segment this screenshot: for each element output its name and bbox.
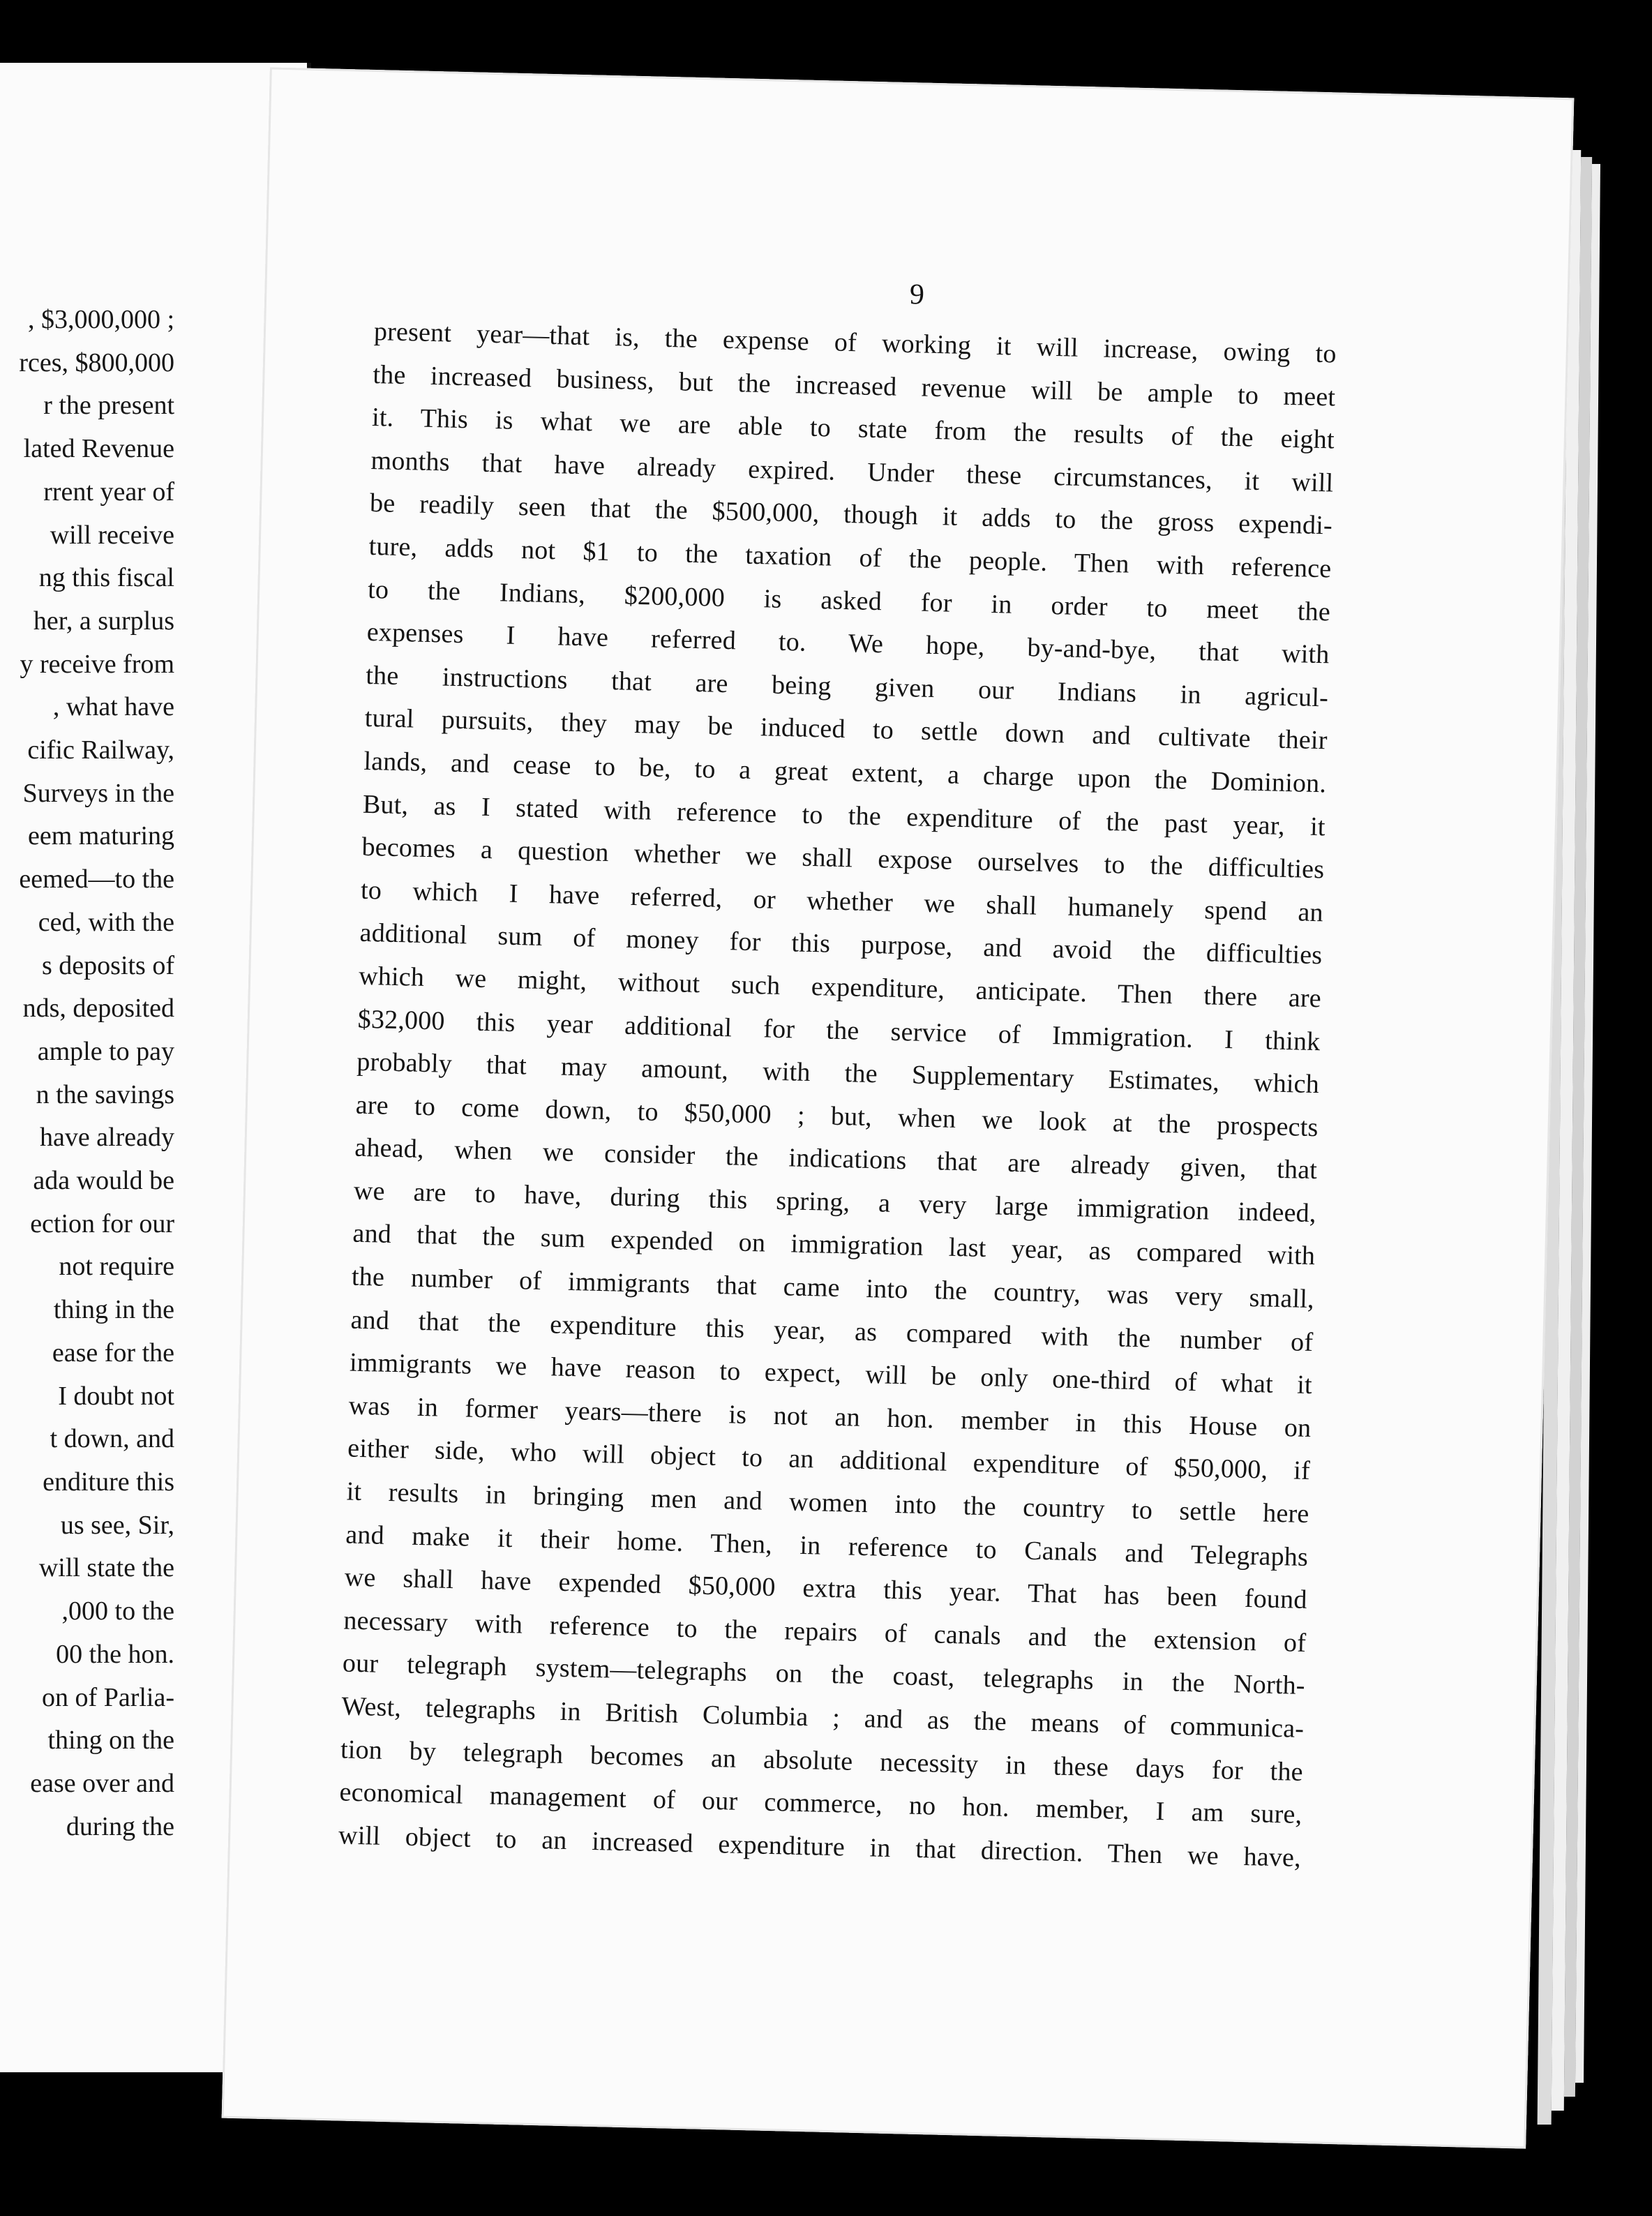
text-line: our telegraph system—telegraphs on the coast, telegraphs in the North- (342, 1648, 1306, 1701)
text-line: to the Indians, $200,000 is asked for in order to meet the (367, 574, 1331, 627)
previous-page-line: nds, deposited (22, 994, 174, 1024)
text-line: West, telegraphs in British Columbia ; and as the means of communica- (341, 1691, 1305, 1744)
text-line: $32,000 this year additional for the service of Immigration. I think (357, 1004, 1321, 1056)
previous-page-line: 00 the hon. (56, 1639, 174, 1669)
text-line: tural pursuits, they may be induced to settle down and cultivate their (364, 703, 1328, 756)
previous-page-line: us see, Sir, (60, 1510, 174, 1540)
text-line: immigrants we have reason to expect, will be only one-third of what it (349, 1347, 1313, 1400)
text-line: becomes a question whether we shall expose ourselves to the difficulties (361, 832, 1325, 885)
previous-page-line: enditure this (43, 1467, 174, 1497)
text-line: it. This is what we are able to state from the results of the eight (371, 403, 1335, 455)
text-line: will object to an increased expenditure in that direction. Then we have, (338, 1820, 1302, 1873)
previous-page-line: thing in the (53, 1295, 174, 1325)
page-number: 9 (909, 278, 925, 311)
previous-page-line: rrent year of (43, 477, 174, 507)
text-line: necessary with reference to the repairs of canals and the extension of (343, 1605, 1307, 1658)
previous-page-line: s deposits of (42, 950, 174, 980)
text-line: either side, who will object to an additional expenditure of $50,000, if (347, 1433, 1311, 1486)
previous-page-line: thing on the (47, 1725, 174, 1755)
previous-page-line: her, a surplus (33, 606, 174, 636)
previous-page-line: on of Parlia- (42, 1682, 174, 1712)
text-line: and that the sum expended on immigration last year, as compared with (352, 1219, 1316, 1271)
previous-page-line: ced, with the (38, 907, 174, 937)
previous-page-line: I doubt not (58, 1381, 174, 1411)
text-line: and make it their home. Then, in reference to Canals and Telegraphs (345, 1520, 1309, 1572)
previous-page-line: will receive (50, 520, 174, 550)
text-line: months that have already expired. Under these circumstances, it will (370, 445, 1334, 498)
previous-page-line: r the present (43, 391, 174, 421)
previous-page-line: ada would be (33, 1166, 174, 1196)
previous-page-line: ease over and (30, 1768, 174, 1798)
previous-page-line: ng this fiscal (38, 563, 174, 593)
previous-page-text-column (0, 299, 174, 1848)
previous-page-line: t down, and (50, 1424, 174, 1454)
text-line: economical management of our commerce, no hon. member, I am sure, (339, 1777, 1302, 1830)
previous-page-line: , $3,000,000 ; (27, 305, 174, 334)
text-line: present year—that is, the expense of working it will increase, owing to (373, 317, 1337, 369)
text-line: it results in bringing men and women into the country to settle here (346, 1476, 1309, 1529)
text-line: and that the expenditure this year, as compared with the number of (350, 1305, 1314, 1357)
current-page (222, 67, 1575, 2148)
text-line: probably that may amount, with the Supplementary Estimates, which (356, 1047, 1320, 1100)
text-line: the increased business, but the increased revenue will be ample to meet (373, 359, 1336, 412)
previous-page-line: cific Railway, (27, 735, 174, 765)
text-line: expenses I have referred to. We hope, by-and-bye, that with (366, 617, 1330, 670)
text-line: ture, adds not $1 to the taxation of the people. Then with reference (368, 531, 1332, 584)
page-body-text (338, 310, 1337, 1880)
previous-page-line: eem maturing (28, 821, 174, 851)
text-line: are to come down, to $50,000 ; but, when we look at the prospects (355, 1090, 1319, 1142)
previous-page-line: Surveys in the (22, 778, 174, 808)
text-line: we are to have, during this spring, a very large immigration indeed, (353, 1176, 1317, 1229)
text-line: lands, and cease to be, to a great extent, a charge upon the Dominion. (363, 746, 1327, 799)
previous-page-line: lated Revenue (23, 434, 174, 464)
text-line: was in former years—there is not an hon. member in this House on (348, 1391, 1312, 1443)
previous-page-line: ection for our (30, 1208, 174, 1238)
text-line: additional sum of money for this purpose, and avoid the difficulties (359, 918, 1323, 971)
previous-page-line: , what have (52, 692, 174, 722)
previous-page-line: not require (59, 1252, 174, 1282)
previous-page-line: eemed—to the (19, 864, 174, 894)
text-line: the number of immigrants that came into the country, was very small, (351, 1262, 1315, 1315)
previous-page-line: y receive from (20, 649, 174, 679)
previous-page-line: ease for the (52, 1338, 174, 1368)
text-line: tion by telegraph becomes an absolute necessity in these days for the (340, 1735, 1304, 1787)
previous-page-line: rces, $800,000 (19, 347, 174, 377)
text-line: we shall have expended $50,000 extra this year. That has been found (344, 1562, 1308, 1615)
previous-page-line: will state the (38, 1553, 174, 1583)
text-line: be readily seen that the $500,000, though it adds to the gross expendi- (369, 488, 1333, 541)
previous-page-line: ,000 to the (61, 1596, 174, 1626)
text-line: ahead, when we consider the indications that are already given, that (354, 1132, 1318, 1185)
previous-page-line: have already (39, 1123, 174, 1153)
previous-page-line: ample to pay (37, 1036, 174, 1066)
text-line: which we might, without such expenditure, anticipate. Then there are (358, 961, 1322, 1014)
text-line: But, as I stated with reference to the expenditure of the past year, it (362, 789, 1326, 841)
previous-page-line: during the (66, 1811, 174, 1841)
text-line: the instructions that are being given our Indians in agricul- (365, 660, 1329, 713)
text-line: to which I have referred, or whether we shall humanely spend an (360, 875, 1324, 928)
previous-page-line: n the savings (36, 1079, 174, 1109)
